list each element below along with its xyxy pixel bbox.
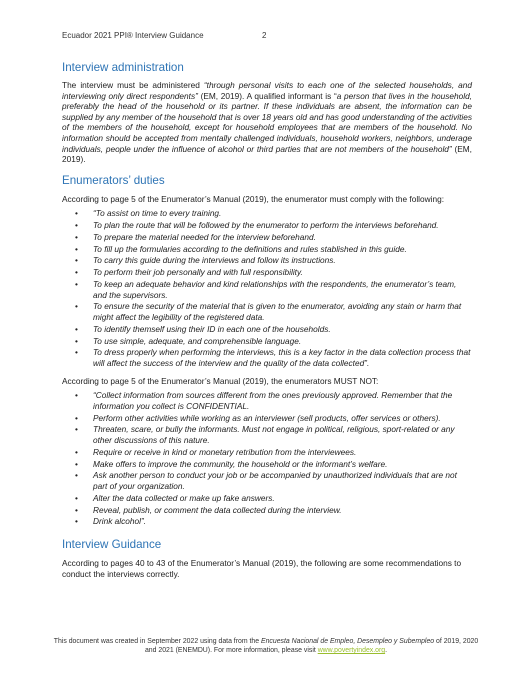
bullet-icon: • (75, 347, 78, 358)
list-item: • “To assist on time to every training. (75, 208, 222, 219)
list-item: • Drink alcohol”. (75, 516, 147, 527)
list-item: • Require or receive in kind or monetary retribution from the interviewees. (75, 446, 357, 457)
footer-text-1: This document was created in September 2022 using data from the (53, 638, 261, 645)
admin-quote-2: a person that lives in the household, preferably the head of the household or its partner. If these individuals are absent, the information can be supplied by any member of the household that is over 18 years old and has good understanding of the activities of the members of the household, except for household employees that are members of the household. No information should be accepted from mentally challenged individuals, household workers, neighbors, underage individuals, people under the influence of alcohol or third parties that are not members of the household” (62, 90, 472, 154)
bullet-icon: • (75, 301, 78, 312)
page-footer (52, 637, 480, 656)
header-title: Ecuador 2021 PPI® Interview Guidance (62, 31, 204, 40)
page-content (62, 60, 472, 579)
bullet-icon: • (75, 335, 78, 346)
footer-text-2: of 2019, 2020 and 2021 (ENEMDU). For more information, please visit (144, 638, 479, 655)
list-item: • To identify themself using their ID in each one of the households. (75, 323, 331, 334)
list-item: • To prepare the material needed for the interview beforehand. (75, 231, 316, 242)
list-item: • To use simple, adequate, and comprehensible language. (75, 335, 302, 346)
footer-link[interactable]: www.povertyindex.org (317, 647, 386, 655)
list-item: • Alter the data collected or make up fake answers. (75, 492, 275, 503)
bullet-icon: • (75, 446, 78, 457)
list-item: • Ask another person to conduct your job or be accompanied by unauthorized individuals that are not part of your organization. (75, 470, 457, 491)
list-item: • To dress properly when performing the interviews, this is a key factor in the data collection process that will affect the success of the interview and the quality of the data collected”. (75, 347, 471, 368)
bullet-icon: • (75, 412, 78, 423)
heading-enumerators-duties: Enumerators’ duties (62, 173, 165, 187)
bullet-icon: • (75, 279, 78, 290)
admin-quote-1: “through personal visits to each one of the selected households, and interviewing only direct respondents” (62, 80, 472, 101)
admin-text-3: (EM, 2019). (62, 143, 472, 165)
list-item: • Make offers to improve the community, the household or the informant’s welfare. (75, 458, 388, 469)
must-not-list (62, 390, 472, 527)
duties-intro: According to page 5 of the Enumerator’s Manual (2019), the enumerator must comply with the following: (62, 193, 445, 204)
list-item: • Threaten, scare, or bully the informants. Must not engage in political, religious, sport-related or any other discussions of this nature. (75, 424, 455, 446)
must-not-intro: According to page 5 of the Enumerator’s Manual (2019), the enumerators MUST NOT: (62, 375, 379, 386)
bullet-icon: • (75, 504, 78, 515)
page-header (62, 31, 267, 40)
list-item: • To plan the route that will be followed by the enumerator to perform the interviews beforehand. (75, 220, 439, 231)
bullet-icon: • (75, 323, 78, 334)
duties-list (62, 208, 472, 368)
admin-paragraph (62, 80, 472, 165)
footer-text-3: . (385, 647, 388, 655)
list-item: • “Collect information from sources different from the ones previously approved. Remember that the information you collect is CONFIDENTIAL. (75, 390, 453, 411)
page-number: 2 (262, 31, 267, 40)
list-item: • To carry this guide during the interviews and follow its instructions. (75, 255, 336, 266)
heading-interview-administration: Interview administration (62, 61, 184, 74)
guidance-intro: According to pages 40 to 43 of the Enumerator’s Manual (2019), the following are some recommendations to conduct the interviews correctly. (62, 558, 462, 579)
bullet-icon: • (75, 243, 78, 254)
list-item: • To ensure the security of the material that is given to the enumerator, avoiding any stain or harm that might affect the legibility of the registered data. (75, 301, 462, 322)
bullet-icon: • (75, 424, 78, 435)
bullet-icon: • (75, 231, 78, 242)
admin-text-1: The interview must be administered (62, 80, 204, 90)
list-item: • To fill up the formularies according to the definitions and rules stablished in this guide. (75, 243, 407, 254)
list-item: • Perform other activities while working as an interviewer (sell products, offer services or others). (75, 412, 441, 423)
admin-text-2: (EM, 2019). A qualified informant is “ (197, 90, 337, 101)
bullet-icon: • (75, 516, 78, 527)
heading-interview-guidance: Interview Guidance (62, 538, 162, 552)
bullet-icon: • (75, 492, 78, 503)
bullet-icon: • (75, 390, 78, 401)
bullet-icon: • (75, 470, 78, 481)
list-item: • To perform their job personally and with full responsibility. (75, 267, 303, 278)
bullet-icon: • (75, 208, 78, 219)
footer-survey-name: Encuesta Nacional de Empleo, Desempleo y Subempleo (261, 638, 435, 645)
list-item: • Reveal, publish, or comment the data collected during the interview. (75, 504, 342, 515)
list-item: • To keep an adequate behavior and kind relationships with the respondents, the enumerator’s team, and the supervisors. (75, 279, 457, 300)
bullet-icon: • (75, 255, 78, 266)
bullet-icon: • (75, 267, 78, 278)
bullet-icon: • (75, 220, 78, 231)
bullet-icon: • (75, 458, 78, 469)
